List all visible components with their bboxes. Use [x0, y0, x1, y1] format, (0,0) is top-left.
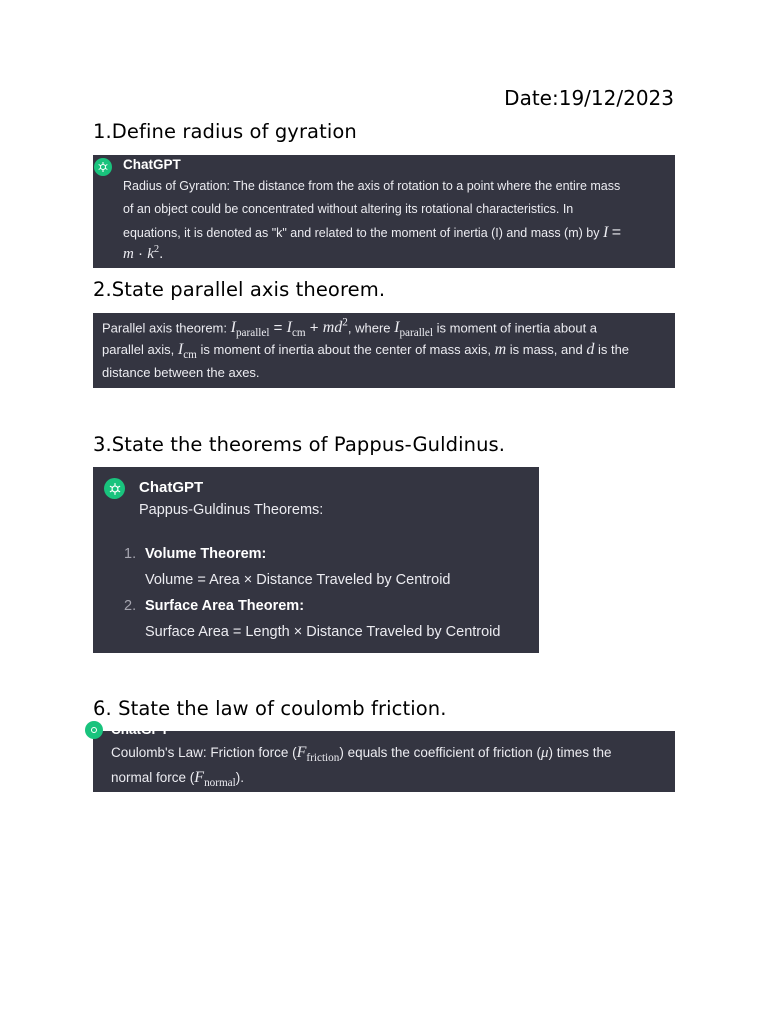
answer-2-text-b: , where	[347, 320, 395, 336]
list-item-body: Volume = Area × Distance Traveled by Centroid	[145, 572, 451, 588]
equation-period: .	[159, 245, 164, 262]
list-item-number: 2.	[124, 598, 137, 614]
question-3: 3.State the theorems of Pappus-Guldinus.	[93, 433, 506, 456]
equation-line	[123, 244, 163, 263]
answer-6-line-1	[111, 744, 612, 764]
list-item-title: Surface Area Theorem:	[145, 598, 305, 614]
answer-1-line-3	[123, 224, 621, 242]
math-sub-friction: friction	[306, 752, 340, 765]
answer-panel-1	[93, 155, 675, 268]
math-mu: μ	[540, 745, 549, 761]
pappus-heading: Pappus-Guldinus Theorems:	[139, 502, 324, 518]
answer-2-text-e: is moment of inertia about the center of mass axis,	[196, 342, 495, 357]
math-i-4: I	[177, 341, 184, 358]
math-sub-cm-2: cm	[183, 349, 197, 362]
math-i-cm-2	[177, 341, 197, 362]
answer-2-text-c: is moment of inertia about a	[433, 320, 598, 336]
equation-equals: =	[611, 224, 622, 241]
answer-panel-2	[93, 313, 675, 388]
answer-6-text-c: ) times the	[548, 745, 612, 760]
author-name: ChatGPT	[139, 479, 204, 496]
math-i-3: I	[394, 319, 400, 337]
answer-1-line-1: Radius of Gyration: The distance from the axis of rotation to a point where the entire mass	[123, 179, 621, 193]
math-equals: =	[269, 319, 287, 337]
equation-m: m	[123, 246, 134, 262]
equation-dot: ·	[138, 245, 144, 262]
date-label: Date:19/12/2023	[504, 86, 674, 110]
chatgpt-logo-icon	[104, 478, 125, 499]
math-f-normal	[194, 769, 236, 790]
answer-6-text-d: normal force (	[111, 770, 195, 785]
math-sub-parallel-2: parallel	[399, 327, 433, 340]
author-name: ChatGPT	[123, 157, 181, 172]
chatgpt-logo-icon	[94, 158, 112, 176]
math-f: F	[296, 744, 307, 761]
answer-2-line-1	[102, 317, 597, 340]
answer-1-line-2: of an object could be concentrated without altering its rotational characteristics. In	[123, 202, 574, 216]
math-plus: +	[305, 319, 323, 337]
answer-2-line-3: distance between the axes.	[102, 365, 260, 380]
math-i-cm	[286, 319, 306, 340]
answer-6-line-2	[111, 769, 244, 789]
answer-2-text-a: Parallel axis theorem:	[102, 320, 231, 336]
answer-2-text-g: is the	[594, 342, 630, 357]
math-d: d	[586, 341, 595, 358]
math-f-friction	[296, 744, 340, 765]
equation-k-letter: k	[147, 246, 154, 262]
list-item-body: Surface Area = Length × Distance Traveled by Centroid	[145, 624, 501, 640]
answer-2-text-f: is mass, and	[506, 342, 587, 357]
math-i-2: I	[286, 319, 292, 337]
math-sub-normal: normal	[204, 777, 236, 790]
math-sub-parallel: parallel	[235, 327, 270, 340]
math-f-2: F	[194, 769, 205, 786]
math-md2	[323, 319, 348, 336]
question-2: 2.State parallel axis theorem.	[93, 278, 386, 301]
math-md: md	[322, 319, 343, 337]
answer-1-line-3-text: equations, it is denoted as "k" and related to the moment of inertia (I) and mass (m) by	[123, 226, 600, 240]
question-1: 1.Define radius of gyration	[93, 120, 357, 143]
math-i-parallel-2	[394, 319, 433, 340]
question-6: 6. State the law of coulomb friction.	[93, 697, 447, 720]
list-item-number: 1.	[124, 546, 137, 562]
author-name-cropped: ChatGPT	[111, 722, 169, 737]
math-i-parallel	[230, 319, 270, 340]
answer-6-text-b: ) equals the coefficient of friction (	[339, 745, 541, 760]
equation-k-exponent: 2	[153, 244, 160, 255]
answer-2-text-d: parallel axis,	[102, 342, 178, 357]
answer-panel-3	[93, 467, 539, 653]
math-sub-cm: cm	[291, 327, 306, 340]
equation-i: I	[602, 224, 609, 241]
chatgpt-logo-icon	[85, 721, 103, 739]
equation-k	[147, 246, 159, 262]
answer-2-line-2	[102, 341, 629, 361]
answer-6-text-a: Coulomb's Law: Friction force (	[111, 745, 297, 760]
list-item-title: Volume Theorem:	[145, 546, 267, 562]
answer-panel-6	[93, 722, 675, 792]
math-m: m	[494, 341, 507, 358]
math-i: I	[230, 319, 236, 337]
math-sup-2: 2	[342, 317, 348, 329]
answer-6-text-e: ).	[235, 770, 245, 785]
